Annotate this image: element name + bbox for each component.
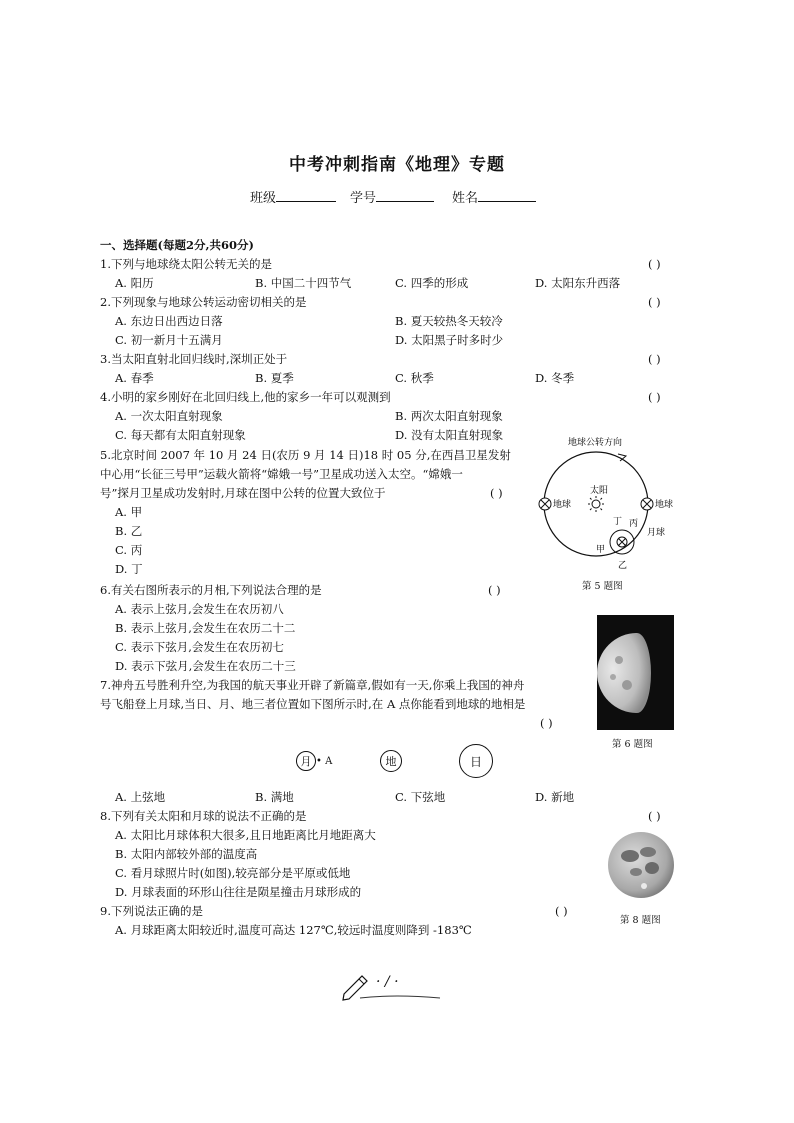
q1-stem: 1.下列与地球绕太阳公转无关的是 bbox=[100, 257, 272, 271]
q2-option-c[interactable]: C. 初一新月十五满月 bbox=[115, 333, 223, 347]
fig6-half-moon-icon bbox=[597, 615, 674, 730]
fig5-jia-label: 甲 bbox=[596, 545, 606, 555]
q3-answer-paren[interactable]: ( ) bbox=[648, 352, 661, 366]
fig5-earth-left-icon bbox=[539, 498, 551, 510]
page-title: 中考冲刺指南《地理》专题 bbox=[289, 155, 505, 175]
q4-option-c[interactable]: C. 每天都有太阳直射现象 bbox=[115, 428, 246, 442]
section-heading: 一、选择题(每题2分,共60分) bbox=[100, 238, 254, 252]
student-id-label: 学号 bbox=[350, 191, 377, 206]
fig7-earth-label: 地 bbox=[385, 755, 397, 768]
q3-option-b[interactable]: B. 夏季 bbox=[255, 371, 294, 385]
class-label: 班级 bbox=[250, 191, 277, 206]
q8-option-c[interactable]: C. 看月球照片时(如图),较亮部分是平原或低地 bbox=[115, 866, 351, 880]
q9-answer-paren[interactable]: ( ) bbox=[555, 904, 568, 918]
q1-option-a[interactable]: A. 阳历 bbox=[115, 276, 154, 290]
q7-answer-paren[interactable]: ( ) bbox=[540, 716, 553, 730]
fig5-earth-left-label: 地球 bbox=[553, 500, 572, 510]
name-blank[interactable] bbox=[478, 189, 536, 202]
fig5-ding-label: 丁 bbox=[613, 517, 623, 527]
fig7-moon-label: 月 bbox=[300, 755, 312, 768]
fig7-sun-label: 日 bbox=[469, 754, 482, 769]
q5-option-a[interactable]: A. 甲 bbox=[115, 505, 143, 519]
q5-stem-line3: 号”探月卫星成功发射时,月球在图中公转的位置大致位于 bbox=[100, 486, 386, 500]
q3-option-c[interactable]: C. 秋季 bbox=[395, 371, 434, 385]
q1-answer-paren[interactable]: ( ) bbox=[648, 257, 661, 271]
q6-option-d[interactable]: D. 表示下弦月,会发生在农历二十三 bbox=[115, 659, 296, 673]
q5-answer-paren[interactable]: ( ) bbox=[490, 486, 503, 500]
q5-option-b[interactable]: B. 乙 bbox=[115, 524, 143, 538]
q9-option-a[interactable]: A. 月球距离太阳较近时,温度可高达 127℃,较远时温度则降到 -183℃ bbox=[115, 923, 472, 937]
q7-option-c[interactable]: C. 下弦地 bbox=[395, 790, 446, 804]
fig5-orbit-label: 地球公转方向 bbox=[568, 438, 623, 448]
fig5-earth-right-icon bbox=[641, 498, 653, 510]
q2-option-d[interactable]: D. 太阳黑子时多时少 bbox=[395, 333, 504, 347]
q4-option-d[interactable]: D. 没有太阳直射现象 bbox=[395, 428, 504, 442]
fig7-earth-circle bbox=[380, 750, 402, 772]
q7-stem-line1: 7.神舟五号胜利升空,为我国的航天事业开辟了新篇章,假如有一天,你乘上我国的神舟 bbox=[100, 678, 525, 692]
student-id-field bbox=[350, 187, 434, 206]
q3-stem: 3.当太阳直射北回归线时,深圳正处于 bbox=[100, 352, 288, 366]
q5-option-c[interactable]: C. 丙 bbox=[115, 543, 143, 557]
fig6-caption: 第 6 题图 bbox=[612, 739, 653, 750]
q1-option-c[interactable]: C. 四季的形成 bbox=[395, 276, 469, 290]
q3-option-d[interactable]: D. 冬季 bbox=[535, 371, 575, 385]
page-number: · / · bbox=[376, 974, 399, 990]
student-id-blank[interactable] bbox=[376, 189, 434, 202]
q3-option-a[interactable]: A. 春季 bbox=[115, 371, 154, 385]
q1-option-b[interactable]: B. 中国二十四节气 bbox=[255, 276, 352, 290]
q8-option-d[interactable]: D. 月球表面的环形山往往是陨星撞击月球形成的 bbox=[115, 885, 362, 899]
q2-option-a[interactable]: A. 东边日出西边日落 bbox=[115, 314, 223, 328]
fig7-point-label: A bbox=[325, 756, 333, 767]
fig5-moon-label: 月球 bbox=[647, 528, 666, 538]
q8-stem: 8.下列有关太阳和月球的说法不正确的是 bbox=[100, 809, 307, 823]
q6-answer-paren[interactable]: ( ) bbox=[488, 583, 501, 597]
fig5-sun-label: 太阳 bbox=[590, 486, 609, 496]
q5-option-d[interactable]: D. 丁 bbox=[115, 562, 143, 576]
fig5-yi-label: 乙 bbox=[618, 561, 628, 571]
q1-option-d[interactable]: D. 太阳东升西落 bbox=[535, 276, 621, 290]
q8-option-a[interactable]: A. 太阳比月球体积大很多,且日地距离比月地距离大 bbox=[115, 828, 376, 842]
q2-answer-paren[interactable]: ( ) bbox=[648, 295, 661, 309]
name-label: 姓名 bbox=[452, 191, 479, 206]
q4-option-b[interactable]: B. 两次太阳直射现象 bbox=[395, 409, 503, 423]
q7-stem-line2: 号飞船登上月球,当日、月、地三者位置如下图所示时,在 A 点你能看到地球的地相是 bbox=[100, 697, 526, 711]
fig5-caption: 第 5 题图 bbox=[582, 581, 623, 592]
fig8-caption: 第 8 题图 bbox=[620, 915, 661, 926]
q7-option-d[interactable]: D. 新地 bbox=[535, 790, 575, 804]
name-field bbox=[452, 187, 536, 206]
fig5-earth-bottom-icon bbox=[610, 530, 634, 554]
q4-answer-paren[interactable]: ( ) bbox=[648, 390, 661, 404]
q9-stem: 9.下列说法正确的是 bbox=[100, 904, 203, 918]
fig7-moon-circle bbox=[296, 751, 316, 771]
q2-option-b[interactable]: B. 夏天较热冬天较冷 bbox=[395, 314, 503, 328]
fig5-bing-label: 丙 bbox=[629, 519, 639, 529]
page-footer bbox=[340, 968, 450, 1002]
q6-option-b[interactable]: B. 表示上弦月,会发生在农历二十二 bbox=[115, 621, 296, 635]
q5-stem-line2: 中心用“长征三号甲”运载火箭将“嫦娥一号”卫星成功送入太空。“嫦娥一 bbox=[100, 467, 463, 481]
q6-stem: 6.有关右图所表示的月相,下列说法合理的是 bbox=[100, 583, 322, 597]
q8-option-b[interactable]: B. 太阳内部较外部的温度高 bbox=[115, 847, 258, 861]
q7-option-a[interactable]: A. 上弦地 bbox=[115, 790, 166, 804]
fig6-moon-photo bbox=[597, 615, 674, 730]
class-blank[interactable] bbox=[276, 189, 336, 202]
q6-option-a[interactable]: A. 表示上弦月,会发生在农历初八 bbox=[115, 602, 284, 616]
fig7-sun-circle bbox=[459, 744, 493, 778]
q7-option-b[interactable]: B. 满地 bbox=[255, 790, 294, 804]
fig5-orbit-diagram bbox=[528, 432, 678, 577]
q5-stem-line1: 5.北京时间 2007 年 10 月 24 日(农历 9 月 14 日)18 时 05 分,在西昌卫星发射 bbox=[100, 448, 511, 462]
fig5-earth-right-label: 地球 bbox=[655, 500, 674, 510]
fig8-full-moon-icon bbox=[606, 830, 676, 900]
q8-answer-paren[interactable]: ( ) bbox=[648, 809, 661, 823]
q6-option-c[interactable]: C. 表示下弦月,会发生在农历初七 bbox=[115, 640, 284, 654]
class-field bbox=[250, 187, 336, 206]
q4-option-a[interactable]: A. 一次太阳直射现象 bbox=[115, 409, 223, 423]
fig5-sun-icon bbox=[588, 496, 604, 512]
fig7-point-a: • A bbox=[316, 756, 333, 767]
q2-stem: 2.下列现象与地球公转运动密切相关的是 bbox=[100, 295, 307, 309]
q4-stem: 4.小明的家乡刚好在北回归线上,他的家乡一年可以观测到 bbox=[100, 390, 391, 404]
